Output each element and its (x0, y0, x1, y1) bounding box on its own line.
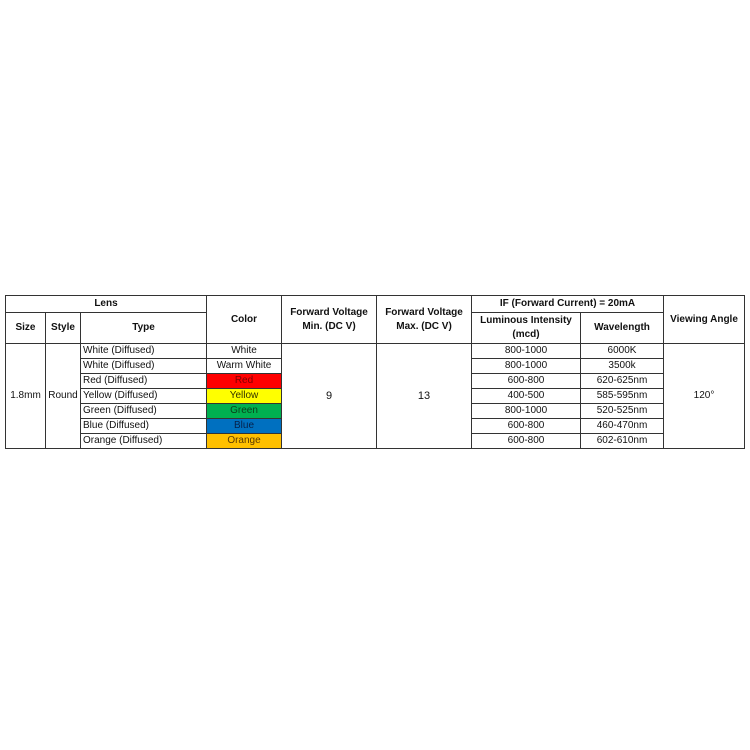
type-cell: Yellow (Diffused) (81, 389, 207, 404)
color-cell: Yellow (207, 389, 282, 404)
size-cell: 1.8mm (6, 344, 46, 449)
color-cell: White (207, 344, 282, 359)
intensity-cell: 600-800 (472, 419, 581, 434)
wavelength-cell: 620-625nm (581, 374, 664, 389)
wavelength-cell: 520-525nm (581, 404, 664, 419)
intensity-cell: 800-1000 (472, 344, 581, 359)
wavelength-cell: 602-610nm (581, 434, 664, 449)
luminous-intensity-header: Luminous Intensity (mcd) (472, 313, 581, 344)
type-cell: Green (Diffused) (81, 404, 207, 419)
intensity-cell: 400-500 (472, 389, 581, 404)
color-cell: Orange (207, 434, 282, 449)
intensity-cell: 800-1000 (472, 359, 581, 374)
wavelength-cell: 460-470nm (581, 419, 664, 434)
type-cell: White (Diffused) (81, 359, 207, 374)
type-cell: Blue (Diffused) (81, 419, 207, 434)
lens-header: Lens (6, 296, 207, 313)
table-row (6, 344, 745, 359)
wavelength-cell: 6000K (581, 344, 664, 359)
wavelength-header: Wavelength (581, 313, 664, 344)
color-header: Color (207, 296, 282, 344)
style-cell: Round (46, 344, 81, 449)
type-header: Type (81, 313, 207, 344)
color-cell: Warm White (207, 359, 282, 374)
vf-min-cell: 9 (282, 344, 377, 449)
viewing-angle-cell: 120° (664, 344, 745, 449)
wavelength-cell: 3500k (581, 359, 664, 374)
type-cell: Orange (Diffused) (81, 434, 207, 449)
vf-max-cell: 13 (377, 344, 472, 449)
intensity-cell: 600-800 (472, 434, 581, 449)
color-cell: Red (207, 374, 282, 389)
if-group-header: IF (Forward Current) = 20mA (472, 296, 664, 313)
type-cell: Red (Diffused) (81, 374, 207, 389)
led-spec-table (5, 295, 745, 449)
intensity-cell: 800-1000 (472, 404, 581, 419)
size-header: Size (6, 313, 46, 344)
wavelength-cell: 585-595nm (581, 389, 664, 404)
viewing-angle-header: Viewing Angle (664, 296, 745, 344)
color-cell: Blue (207, 419, 282, 434)
type-cell: White (Diffused) (81, 344, 207, 359)
style-header: Style (46, 313, 81, 344)
color-cell: Green (207, 404, 282, 419)
vf-min-header: Forward Voltage Min. (DC V) (282, 296, 377, 344)
intensity-cell: 600-800 (472, 374, 581, 389)
vf-max-header: Forward Voltage Max. (DC V) (377, 296, 472, 344)
